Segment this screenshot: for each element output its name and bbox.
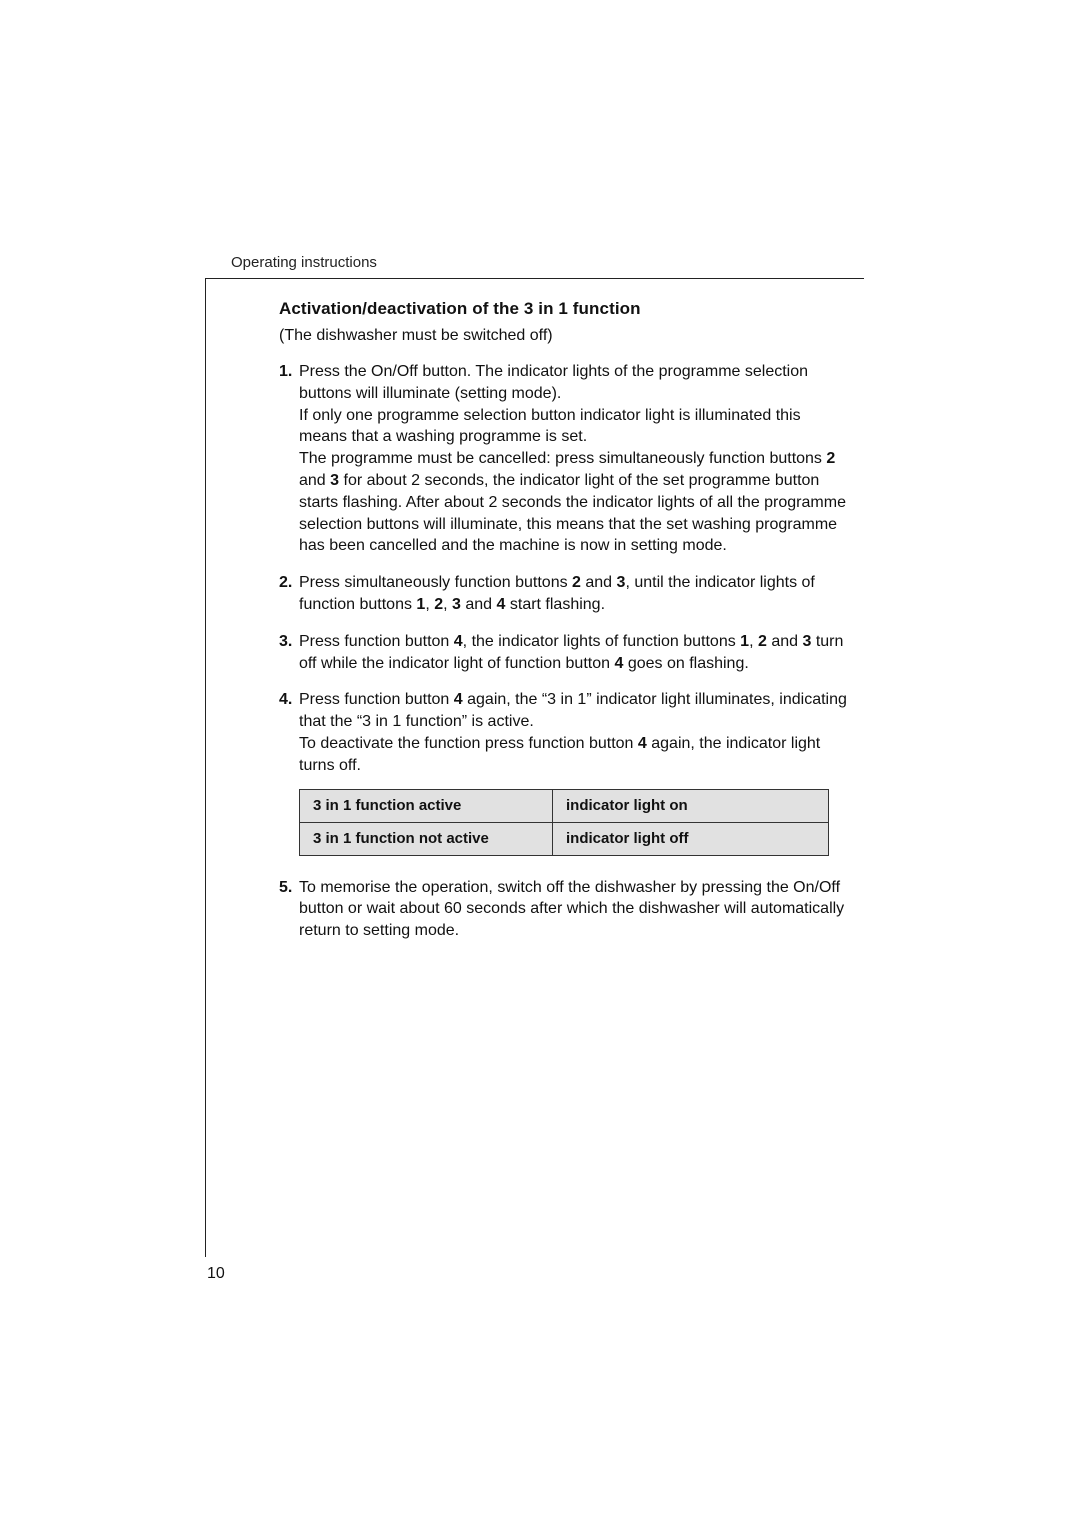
button-number: 4 xyxy=(453,691,463,709)
page-number: 10 xyxy=(207,1265,225,1282)
button-number: 1 xyxy=(740,632,750,650)
step-segment: , the indicator lights of function buttons xyxy=(462,632,741,650)
button-number: 2 xyxy=(434,595,444,613)
step-text: To memorise the operation, switch off the dishwasher by pressing the On/Off button or wait about 60 seconds after which the dishwasher will automatically return to setting mode. xyxy=(299,878,845,940)
step-segment: and xyxy=(766,632,803,650)
step-number: 1. xyxy=(279,363,293,380)
button-number: 4 xyxy=(496,595,506,613)
precondition-note: (The dishwasher must be switched off) xyxy=(279,327,553,344)
table-cell-state: 3 in 1 function not active xyxy=(300,822,553,855)
step-segment: and xyxy=(299,471,331,489)
step-item xyxy=(279,361,849,557)
status-table xyxy=(299,789,829,856)
step-segment: Press function button xyxy=(299,691,454,709)
step-item xyxy=(279,572,849,616)
step-segment: for about 2 seconds, the indicator light of the set programme button starts flashing. After about 2 seconds the indicator lights of all the programme selection buttons will illuminate, this means that the set washing programme has been cancelled and the machine is now in setting mode. xyxy=(299,471,846,555)
button-number: 3 xyxy=(802,632,812,650)
running-header: Operating instructions xyxy=(231,254,377,271)
step-segment: To deactivate the function press function button xyxy=(299,734,638,752)
step-segment: , xyxy=(425,595,435,613)
table-row xyxy=(300,789,829,822)
step-item xyxy=(279,689,849,776)
button-number: 4 xyxy=(453,632,463,650)
step-number: 2. xyxy=(279,574,293,592)
table-row xyxy=(300,822,829,855)
button-number: 1 xyxy=(416,595,426,613)
section-title: Activation/deactivation of the 3 in 1 function xyxy=(279,299,641,318)
step-item xyxy=(279,631,849,675)
step-segment: If only one programme selection button indicator light is illuminated this means that a washing programme is set. xyxy=(299,406,801,446)
step-segment: and xyxy=(460,595,497,613)
button-number: 2 xyxy=(572,574,581,592)
step-segment: Press simultaneously function buttons xyxy=(299,574,573,592)
step-segment: , xyxy=(443,595,453,613)
button-number: 2 xyxy=(826,450,836,468)
table-cell-indicator: indicator light on xyxy=(553,789,829,822)
button-number: 3 xyxy=(330,471,340,489)
step-text xyxy=(299,361,849,557)
button-number: 4 xyxy=(614,654,624,672)
step-number: 3. xyxy=(279,632,293,650)
step-text xyxy=(299,689,849,776)
step-segment: Press function button xyxy=(299,632,454,650)
step-segment: The programme must be cancelled: press simultaneously function buttons xyxy=(299,450,827,468)
step-item xyxy=(279,877,849,942)
step-segment: again, the “3 in 1” indicator light illuminates, indicating that the “3 in 1 function” is active. xyxy=(299,691,847,731)
step-number: 4. xyxy=(279,691,293,709)
step-segment: Press the On/Off button. The indicator lights of the programme selection buttons will illuminate (setting mode). xyxy=(299,363,809,402)
button-number: 2 xyxy=(757,632,767,650)
step-segment: again, the indicator light turns off. xyxy=(299,734,821,774)
button-number: 3 xyxy=(452,595,461,613)
step-number: 5. xyxy=(279,878,293,896)
step-segment: , xyxy=(749,632,758,650)
step-segment: , until the indicator lights of function buttons xyxy=(299,574,815,613)
button-number: 4 xyxy=(637,734,647,752)
button-number: 3 xyxy=(616,574,626,592)
step-segment: goes on flashing. xyxy=(623,654,749,672)
step-segment: and xyxy=(580,574,617,592)
step-segment: start flashing. xyxy=(505,595,606,613)
page-content xyxy=(279,297,849,957)
margin-rule xyxy=(205,278,206,1257)
step-segment: turn off while the indicator light of function button xyxy=(299,632,844,672)
step-text xyxy=(299,631,849,675)
header-rule xyxy=(205,278,864,279)
step-text xyxy=(299,572,849,616)
table-cell-state: 3 in 1 function active xyxy=(300,789,553,822)
table-cell-indicator: indicator light off xyxy=(553,822,829,855)
